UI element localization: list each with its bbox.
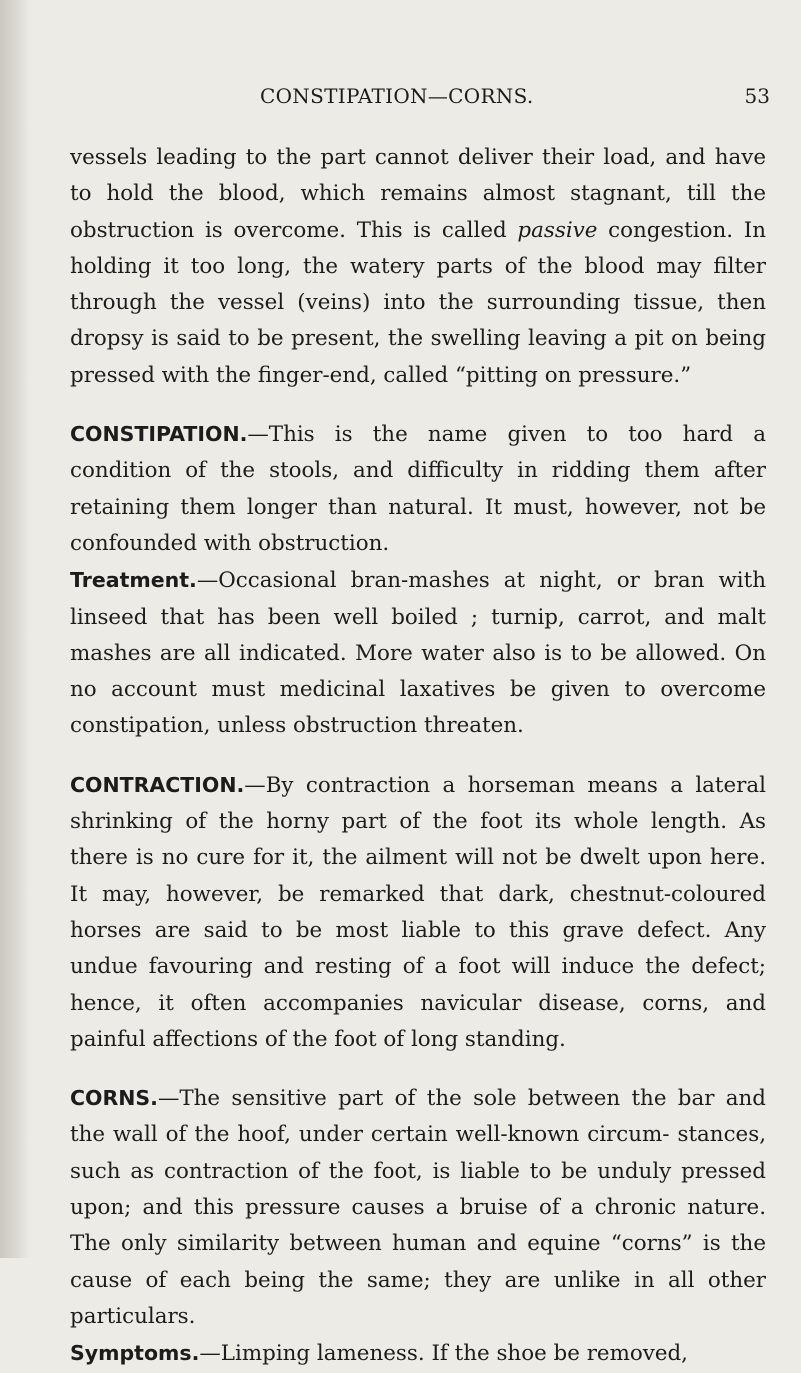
- page-number: 53: [744, 84, 770, 108]
- paragraph-symptoms: [70, 1335, 766, 1372]
- paragraph-text: —Limping lameness. If the shoe be removed,: [199, 1341, 688, 1367]
- subheading-symptoms: Symptoms.: [70, 1341, 200, 1366]
- page-binding-shadow: [0, 0, 30, 1258]
- paragraph-treatment: [70, 562, 766, 744]
- paragraph-corns: [70, 1080, 766, 1335]
- page-header: [70, 84, 770, 114]
- section-heading-corns: CORNS.: [70, 1086, 158, 1111]
- paragraph-text: vessels leading to the part cannot deliver their load, and have to hold the blood, which remains almost stagnant, till the obstruction is overcome. This is called: [70, 145, 766, 243]
- paragraph-constipation: [70, 416, 766, 562]
- paragraph-contraction: [70, 767, 766, 1058]
- body-text: [70, 140, 766, 1373]
- paragraph-text: congestion. In holding it too long, the watery parts of the blood may filter through the vessel (veins) into the surrounding tissue, then dropsy is said to be present, the swelling leaving a pit on being pressed with the finger-end, called “pitting on pressure.”: [70, 217, 766, 388]
- section-heading-constipation: CONSTIPATION.: [70, 422, 248, 447]
- paragraph-text: —Occasional bran-mashes at night, or bran with linseed that has been well boiled ; turnip, carrot, and malt mashes are all indicated. More water also is to be allowed. On no account must medicinal laxatives be given to overcome constipation, unless obstruction threaten.: [70, 568, 766, 739]
- paragraph-passive-congestion: [70, 140, 766, 394]
- subheading-treatment: Treatment.: [70, 568, 197, 593]
- running-head: CONSTIPATION—CORNS.: [260, 84, 534, 108]
- section-heading-contraction: CONTRACTION.: [70, 772, 245, 797]
- paragraph-text: —By contraction a horseman means a lateral shrinking of the horny part of the foot its whole length. As there is no cure for it, the ailment will not be dwelt upon here. It may, however, be remarked that dark, chestnut-coloured horses are said to be most liable to this grave defect. Any undue favouring and resting of a foot will induce the defect; hence, it often accompanies navicular disease, corns, and painful affections of the foot of long standing.: [70, 772, 766, 1052]
- paragraph-text: —The sensitive part of the sole between the bar and the wall of the hoof, under certain well-known circum- stances, such as contraction of the foot, is liable to be unduly pressed upon; and this pressure causes a bruise of a chronic nature. The only similarity between human and equine “corns” is the cause of each being the same; they are unlike in all other particulars.: [70, 1086, 766, 1329]
- emphasis-passive: passive: [517, 217, 598, 243]
- paragraph-text: —This is the name given to too hard a condition of the stools, and difficulty in ridding them after retaining them longer than natural. It must, however, not be confounded with obstruction.: [70, 422, 766, 556]
